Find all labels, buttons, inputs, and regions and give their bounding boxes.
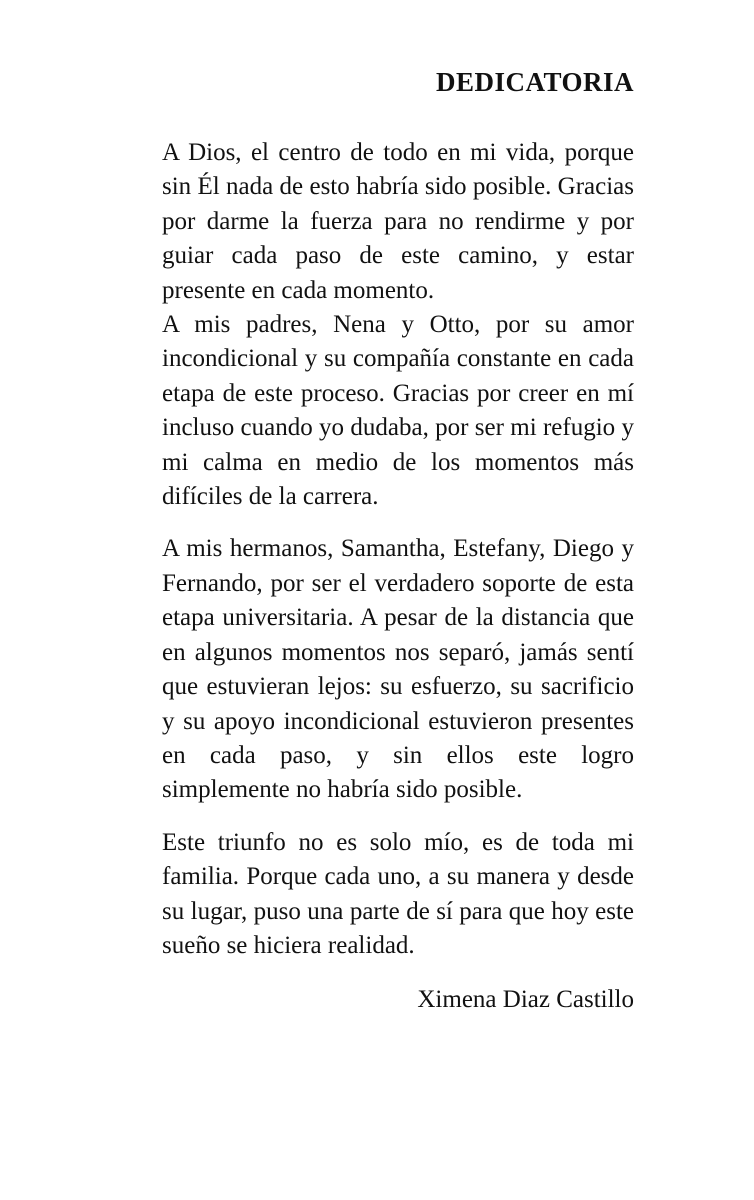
paragraph-god: A Dios, el centro de todo en mi vida, porque sin Él nada de esto habría sido posible. Gracias por darme la fuerza para no rendirme y por guiar cada paso de este camino, y estar presente en cada momento. bbox=[162, 139, 634, 304]
paragraph-siblings: A mis hermanos, Samantha, Estefany, Diego y Fernando, por ser el verdadero soporte de esta etapa universitaria. A pesar de la distancia que en algunos momentos nos separó, jamás sentí que estuvieran lejos: su esfuerzo, su sacrificio y su apoyo incondicional estuvieron presentes en cada paso, y sin ellos este logro simplemente no habría sido posible. bbox=[162, 535, 634, 804]
paragraph-parents: A mis padres, Nena y Otto, por su amor incondicional y su compañía constante en cada etapa de este proceso. Gracias por creer en mí incluso cuando yo dudaba, por ser mi refugio y mi calma en medio de los momentos más difíciles de la carrera. bbox=[162, 311, 634, 511]
page-title: DEDICATORIA bbox=[435, 67, 634, 97]
dedication-body bbox=[162, 136, 634, 963]
document-page bbox=[162, 64, 634, 1017]
paragraph-family: Este triunfo no es solo mío, es de toda mi familia. Porque cada uno, a su manera y desde su lugar, puso una parte de sí para que hoy este sueño se hiciera realidad. bbox=[162, 828, 634, 959]
signature: Ximena Diaz Castillo bbox=[417, 986, 634, 1014]
